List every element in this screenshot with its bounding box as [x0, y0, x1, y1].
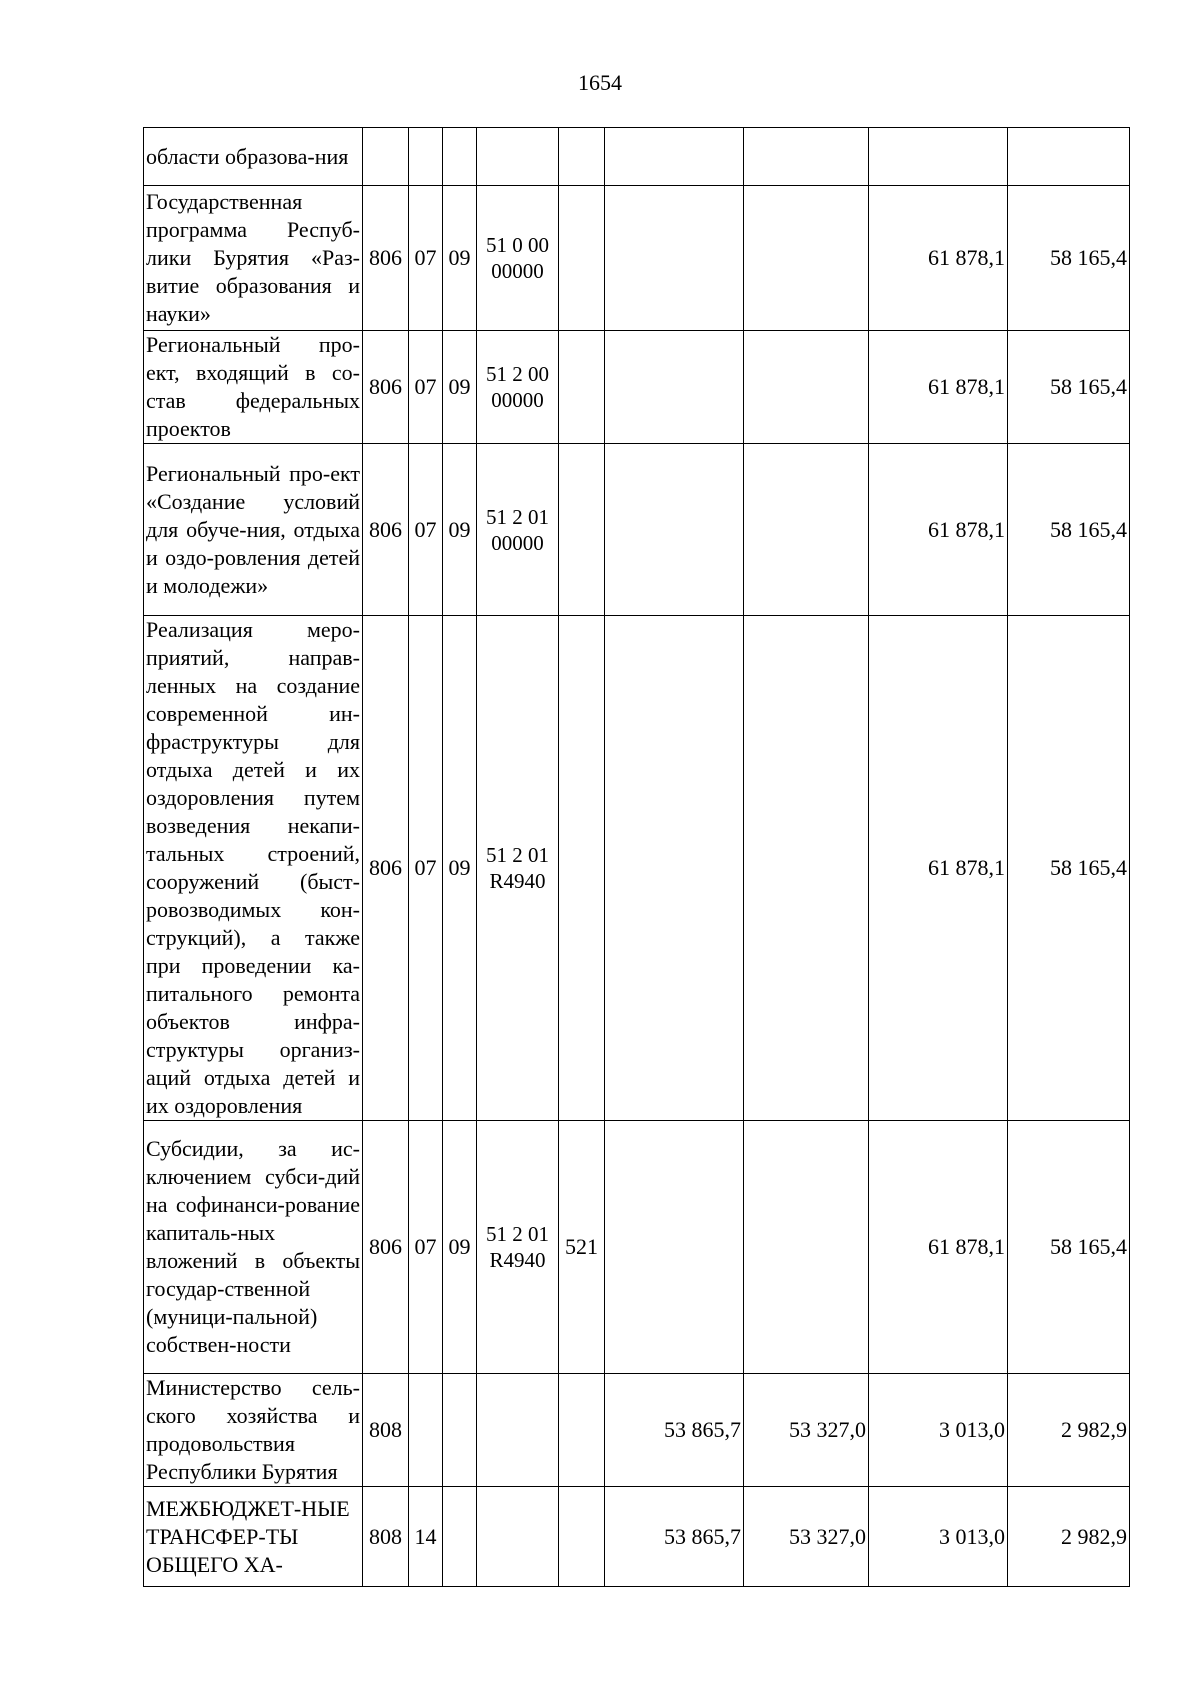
- amount-2-cell: [744, 331, 869, 444]
- target-article-line: 00000: [491, 530, 544, 555]
- expense-type-cell: [559, 616, 605, 1121]
- expense-type-cell: [559, 1374, 605, 1487]
- target-article-line: 00000: [491, 388, 544, 412]
- expense-type-cell: [559, 128, 605, 186]
- table-row: [144, 444, 1130, 616]
- section-code-cell: 14: [409, 1487, 443, 1587]
- section-code-cell: 07: [409, 1121, 443, 1374]
- row-name-cell: Региональный про-ект «Создание условий для обуче-ния, отдыха и оздо-ровления детей и молодежи»: [144, 444, 363, 616]
- target-article-cell: [477, 616, 559, 1121]
- amount-2-cell: 53 327,0: [744, 1374, 869, 1487]
- ved-code-cell: 808: [363, 1487, 409, 1587]
- amount-1-cell: [605, 1121, 744, 1374]
- target-article-cell: [477, 331, 559, 444]
- table-row: [144, 128, 1130, 186]
- amount-3-cell: 61 878,1: [869, 331, 1008, 444]
- section-code-cell: [409, 1374, 443, 1487]
- ved-code-cell: [363, 128, 409, 186]
- subsection-code-cell: [443, 1487, 477, 1587]
- subsection-code-cell: [443, 1374, 477, 1487]
- amount-4-cell: 58 165,4: [1008, 1121, 1130, 1374]
- amount-3-cell: 61 878,1: [869, 444, 1008, 616]
- ved-code-cell: 806: [363, 186, 409, 331]
- target-article-cell: [477, 1374, 559, 1487]
- amount-3-cell: 3 013,0: [869, 1487, 1008, 1587]
- target-article-cell: [477, 128, 559, 186]
- row-name-cell: МЕЖБЮДЖЕТ-НЫЕ ТРАНСФЕР-ТЫ ОБЩЕГО ХА-: [144, 1487, 363, 1587]
- amount-3-cell: 61 878,1: [869, 186, 1008, 331]
- amount-4-cell: 58 165,4: [1008, 616, 1130, 1121]
- amount-4-cell: 58 165,4: [1008, 331, 1130, 444]
- target-article-line: 51 2 01: [486, 843, 549, 867]
- amount-1-cell: [605, 186, 744, 331]
- amount-3-cell: 3 013,0: [869, 1374, 1008, 1487]
- ved-code-cell: 806: [363, 1121, 409, 1374]
- amount-4-cell: 58 165,4: [1008, 186, 1130, 331]
- section-code-cell: 07: [409, 444, 443, 616]
- table-row: [144, 1121, 1130, 1374]
- target-article-line: 51 2 01: [486, 1222, 549, 1246]
- ved-code-cell: 806: [363, 444, 409, 616]
- table-row: [144, 1374, 1130, 1487]
- amount-1-cell: [605, 444, 744, 616]
- amount-2-cell: [744, 128, 869, 186]
- target-article-cell: [477, 186, 559, 331]
- table-row: [144, 331, 1130, 444]
- table-row: [144, 616, 1130, 1121]
- row-name-cell: области образова-ния: [144, 128, 363, 186]
- amount-2-cell: [744, 444, 869, 616]
- target-article-line: 51 2 01: [486, 504, 549, 529]
- amount-4-cell: 2 982,9: [1008, 1487, 1130, 1587]
- expense-type-cell: [559, 1487, 605, 1587]
- expense-type-cell: [559, 331, 605, 444]
- section-code-cell: 07: [409, 616, 443, 1121]
- amount-4-cell: [1008, 128, 1130, 186]
- target-article-cell: [477, 1487, 559, 1587]
- target-article-line: R4940: [489, 1248, 546, 1272]
- amount-1-cell: 53 865,7: [605, 1487, 744, 1587]
- row-name-cell: Государственная программа Респуб-лики Бурятия «Раз-витие образования и науки»: [144, 186, 363, 331]
- amount-3-cell: 61 878,1: [869, 616, 1008, 1121]
- amount-1-cell: [605, 128, 744, 186]
- target-article-cell: [477, 444, 559, 616]
- amount-1-cell: [605, 616, 744, 1121]
- expense-type-cell: [559, 444, 605, 616]
- row-name-cell: Субсидии, за ис-ключением субси-дий на софинанси-рование капиталь-ных вложений в объекты государ-ственной (муници-пальной) собствен-ности: [144, 1121, 363, 1374]
- subsection-code-cell: [443, 128, 477, 186]
- amount-2-cell: 53 327,0: [744, 1487, 869, 1587]
- subsection-code-cell: 09: [443, 331, 477, 444]
- table-row: [144, 186, 1130, 331]
- subsection-code-cell: 09: [443, 616, 477, 1121]
- amount-4-cell: 58 165,4: [1008, 444, 1130, 616]
- expense-type-cell: [559, 186, 605, 331]
- section-code-cell: [409, 128, 443, 186]
- subsection-code-cell: 09: [443, 186, 477, 331]
- row-name-cell: Региональный про-ект, входящий в со-став федеральных проектов: [144, 331, 363, 444]
- amount-1-cell: 53 865,7: [605, 1374, 744, 1487]
- amount-2-cell: [744, 186, 869, 331]
- expense-type-cell: 521: [559, 1121, 605, 1374]
- subsection-code-cell: 09: [443, 444, 477, 616]
- amount-2-cell: [744, 1121, 869, 1374]
- amount-3-cell: 61 878,1: [869, 1121, 1008, 1374]
- target-article-line: 51 2 00: [486, 362, 549, 386]
- budget-table: [143, 127, 1130, 1587]
- table-row: [144, 1487, 1130, 1587]
- subsection-code-cell: 09: [443, 1121, 477, 1374]
- ved-code-cell: 806: [363, 331, 409, 444]
- amount-2-cell: [744, 616, 869, 1121]
- ved-code-cell: 806: [363, 616, 409, 1121]
- row-name-cell: Министерство сель-ского хозяйства и продовольствия Республики Бурятия: [144, 1374, 363, 1487]
- target-article-line: 51 0 00: [486, 233, 549, 257]
- row-name-cell: Реализация меро-приятий, направ-ленных на создание современной ин-фраструктуры для отдыха детей и их оздоровления путем возведения некапи-тальных строений, сооружений (быст-ровозводимых кон-струкций), а также при проведении ка-питального ремонта объектов инфра-структуры организ-аций отдыха детей и их оздоровления: [144, 616, 363, 1121]
- amount-1-cell: [605, 331, 744, 444]
- target-article-cell: [477, 1121, 559, 1374]
- page-number: 1654: [578, 70, 622, 95]
- amount-3-cell: [869, 128, 1008, 186]
- amount-4-cell: 2 982,9: [1008, 1374, 1130, 1487]
- ved-code-cell: 808: [363, 1374, 409, 1487]
- section-code-cell: 07: [409, 331, 443, 444]
- section-code-cell: 07: [409, 186, 443, 331]
- target-article-line: 00000: [491, 259, 544, 283]
- target-article-line: R4940: [489, 869, 546, 893]
